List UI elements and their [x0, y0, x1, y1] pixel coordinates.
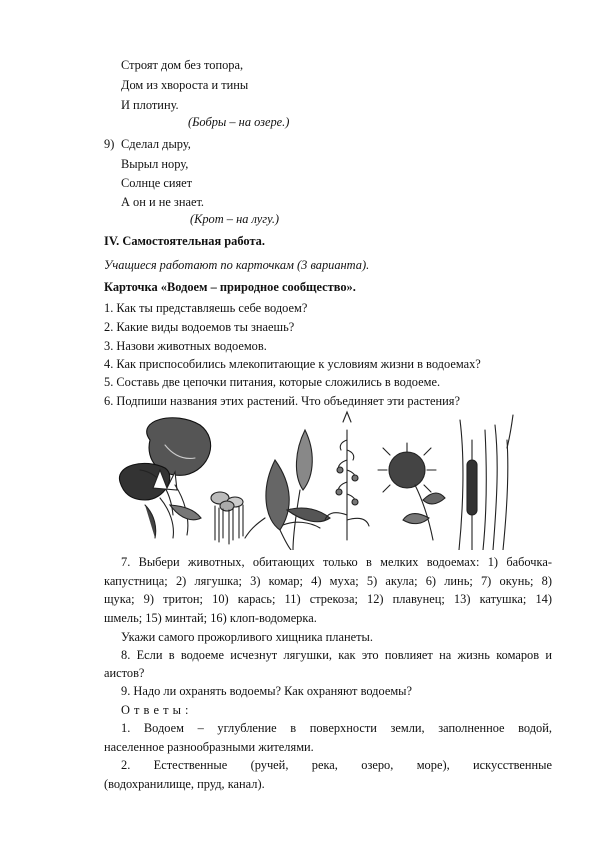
question-7-line4: шмель; 15) минтай; 16) клоп-водомерка. — [104, 611, 317, 625]
answer-2-line1: 2. Естественные (ручей, река, озеро, море), искусственные — [121, 758, 552, 772]
question-7-extra: Укажи самого прожорливого хищника планеты. — [121, 630, 373, 644]
spike-flower-icon — [325, 412, 369, 540]
question-1: 1. Как ты представляешь себе водоем? — [104, 301, 308, 315]
answers-heading: О т в е т ы : — [121, 703, 189, 717]
poem1-line3: И плотину. — [121, 98, 179, 112]
question-3: 3. Назови животных водоемов. — [104, 339, 267, 353]
question-7-line1: 7. Выбери животных, обитающих только в мелких водоемах: 1) бабочка- — [121, 555, 552, 569]
section-title: IV. Самостоятельная работа. — [104, 234, 265, 248]
answer-2-line2: (водохранилище, пруд, канал). — [104, 777, 265, 791]
poem2-number: 9) — [104, 137, 115, 151]
question-8-line1: 8. Если в водоеме исчезнут лягушки, как это повлияет на жизнь комаров и — [121, 648, 552, 662]
question-7-line2: капустница; 2) лягушка; 3) комар; 4) муха; 5) акула; 6) линь; 7) окунь; 8) — [104, 574, 552, 588]
poem2-line1: Сделал дыру, — [121, 137, 191, 151]
duckweed-icon — [211, 492, 243, 544]
arrowhead-plant-icon — [245, 430, 330, 550]
question-5: 5. Составь две цепочки питания, которые сложились в водоеме. — [104, 375, 441, 389]
poem1-line2: Дом из хвороста и тины — [121, 78, 249, 92]
poem2-line4: А он и не знает. — [121, 195, 205, 209]
card-title: Карточка «Водоем – природное сообщество». — [104, 280, 356, 294]
poem1-answer: (Бобры – на озере.) — [188, 115, 290, 129]
section-subtitle: Учащиеся работают по карточкам (3 варианта). — [104, 258, 370, 272]
water-plants-illustration — [115, 410, 530, 550]
question-9: 9. Надо ли охранять водоемы? Как охраняют водоемы? — [121, 684, 412, 698]
water-lily-icon — [119, 418, 210, 538]
poem2-answer: (Крот – на лугу.) — [190, 212, 280, 226]
question-7-line3: щука; 9) тритон; 10) карась; 11) стрекоза; 12) плавунец; 13) катушка; 14) — [104, 592, 552, 606]
answer-1-line2: населенное разнообразными жителями. — [104, 740, 314, 754]
thistle-flower-icon — [378, 443, 445, 540]
question-4: 4. Как приспособились млекопитающие к условиям жизни в водоемах? — [104, 357, 481, 371]
poem2-line2: Вырыл нору, — [121, 157, 189, 171]
question-2: 2. Какие виды водоемов ты знаешь? — [104, 320, 295, 334]
question-6: 6. Подпиши названия этих растений. Что объединяет эти растения? — [104, 394, 460, 408]
question-8-line2: аистов? — [104, 666, 145, 680]
poem2-line3: Солнце сияет — [121, 176, 193, 190]
answer-1-line1: 1. Водоем – углубление в поверхности земли, заполненное водой, — [121, 721, 552, 735]
poem1-line1: Строят дом без топора, — [121, 58, 244, 72]
cattail-icon — [459, 415, 513, 550]
